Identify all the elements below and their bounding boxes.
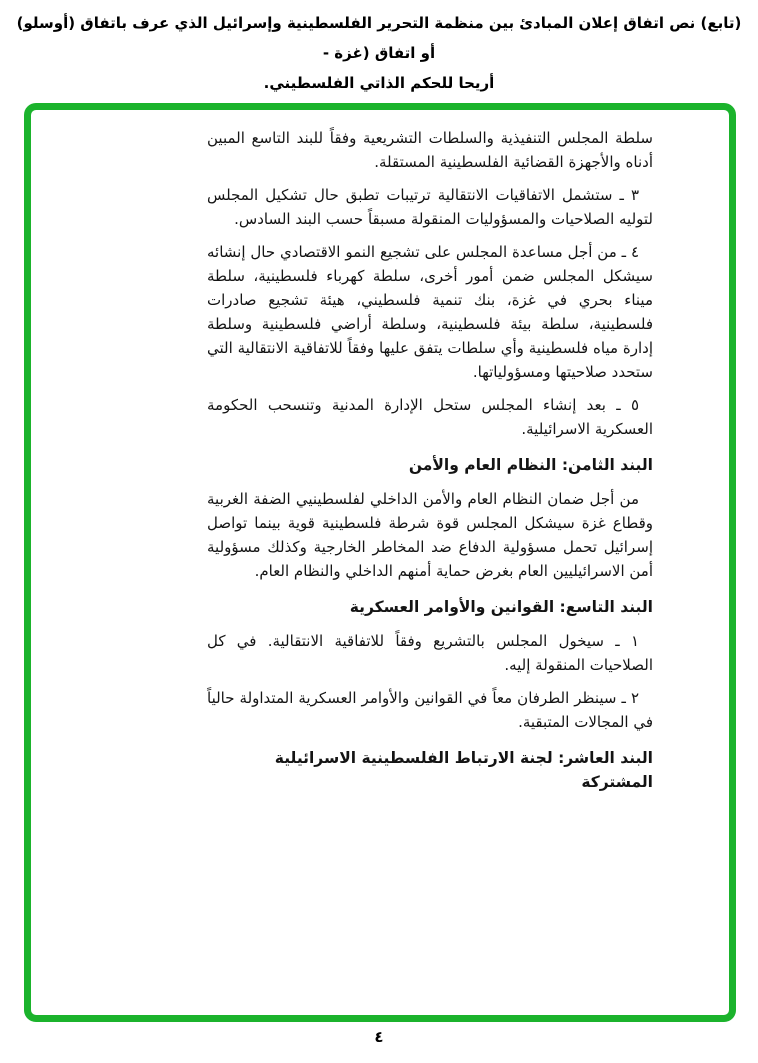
paragraph-article-eight-body: من أجل ضمان النظام العام والأمن الداخلي لفلسطينيي الضفة الغربية وقطاع غزة سيشكل المجلس قوة شرطة فلسطينية قوية بينما تواصل إسرائيل تحمل مسؤولية الدفاع ضد المخاطر الخارجية وكذلك مسؤولية أمن الاسرائيليين العام بغرض حماية أمنهم الداخلي والنظام العام. [207,490,653,580]
section-heading-article-nine: البند التاسع: القوانين والأوامر العسكرية [349,598,653,616]
section-heading-article-eight: البند الثامن: النظام العام والأمن [408,456,653,474]
paragraph-item-2: ٢ ـ سينظر الطرفان معاً في القوانين والأوامر العسكرية المتداولة حالياً في المجالات المتبقية. [207,689,653,731]
document-title-line-1: (تابع) نص اتفاق إعلان المبادئ بين منظمة التحرير الفلسطينية وإسرائيل الذي عرف باتفاق (أوسلو) أو اتفاق (غزة - [16,14,742,62]
paragraph-item-4: ٤ ـ من أجل مساعدة المجلس على تشجيع النمو الاقتصادي حال إنشائه سيشكل المجلس ضمن أمور أخرى، سلطة كهرباء فلسطينية، سلطة ميناء بحري في غزة، بنك تنمية فلسطيني، هيئة تشجيع صادرات فلسطينية، سلطة بيئة فلسطينية، وسلطة أراضي فلسطينية وسلطة إدارة مياه فلسطينية وأي سلطات يتفق عليها وفقاً للاتفاقية الانتقالية التي ستحدد صلاحيتها ومسؤولياتها. [207,243,653,381]
paragraph-continuation: سلطة المجلس التنفيذية والسلطات التشريعية وفقاً للبند التاسع المبين أدناه والأجهزة القضائية الفلسطينية المستقلة. [207,129,653,171]
paragraph-item-5: ٥ ـ بعد إنشاء المجلس ستحل الإدارة المدنية وتنسحب الحكومة العسكرية الاسرائيلية. [207,396,653,438]
section-heading-article-ten: البند العاشر: لجنة الارتباط الفلسطينية الاسرائيلية المشتركة [274,749,653,791]
page-number: ٤ [374,1028,384,1046]
document-body [207,126,653,804]
paragraph-item-3: ٣ ـ ستشمل الاتفاقيات الانتقالية ترتيبات تطبق حال تشكيل المجلس لتوليه الصلاحيات والمسؤوليات المنقولة مسبقاً حسب البند السادس. [207,186,653,228]
page-header [8,8,750,118]
document-title-line-2: أريحا للحكم الذاتي الفلسطيني. [263,74,495,92]
paragraph-item-1: ١ ـ سيخول المجلس بالتشريع وفقاً للاتفاقية الانتقالية. في كل الصلاحيات المنقولة إليه. [207,632,653,674]
